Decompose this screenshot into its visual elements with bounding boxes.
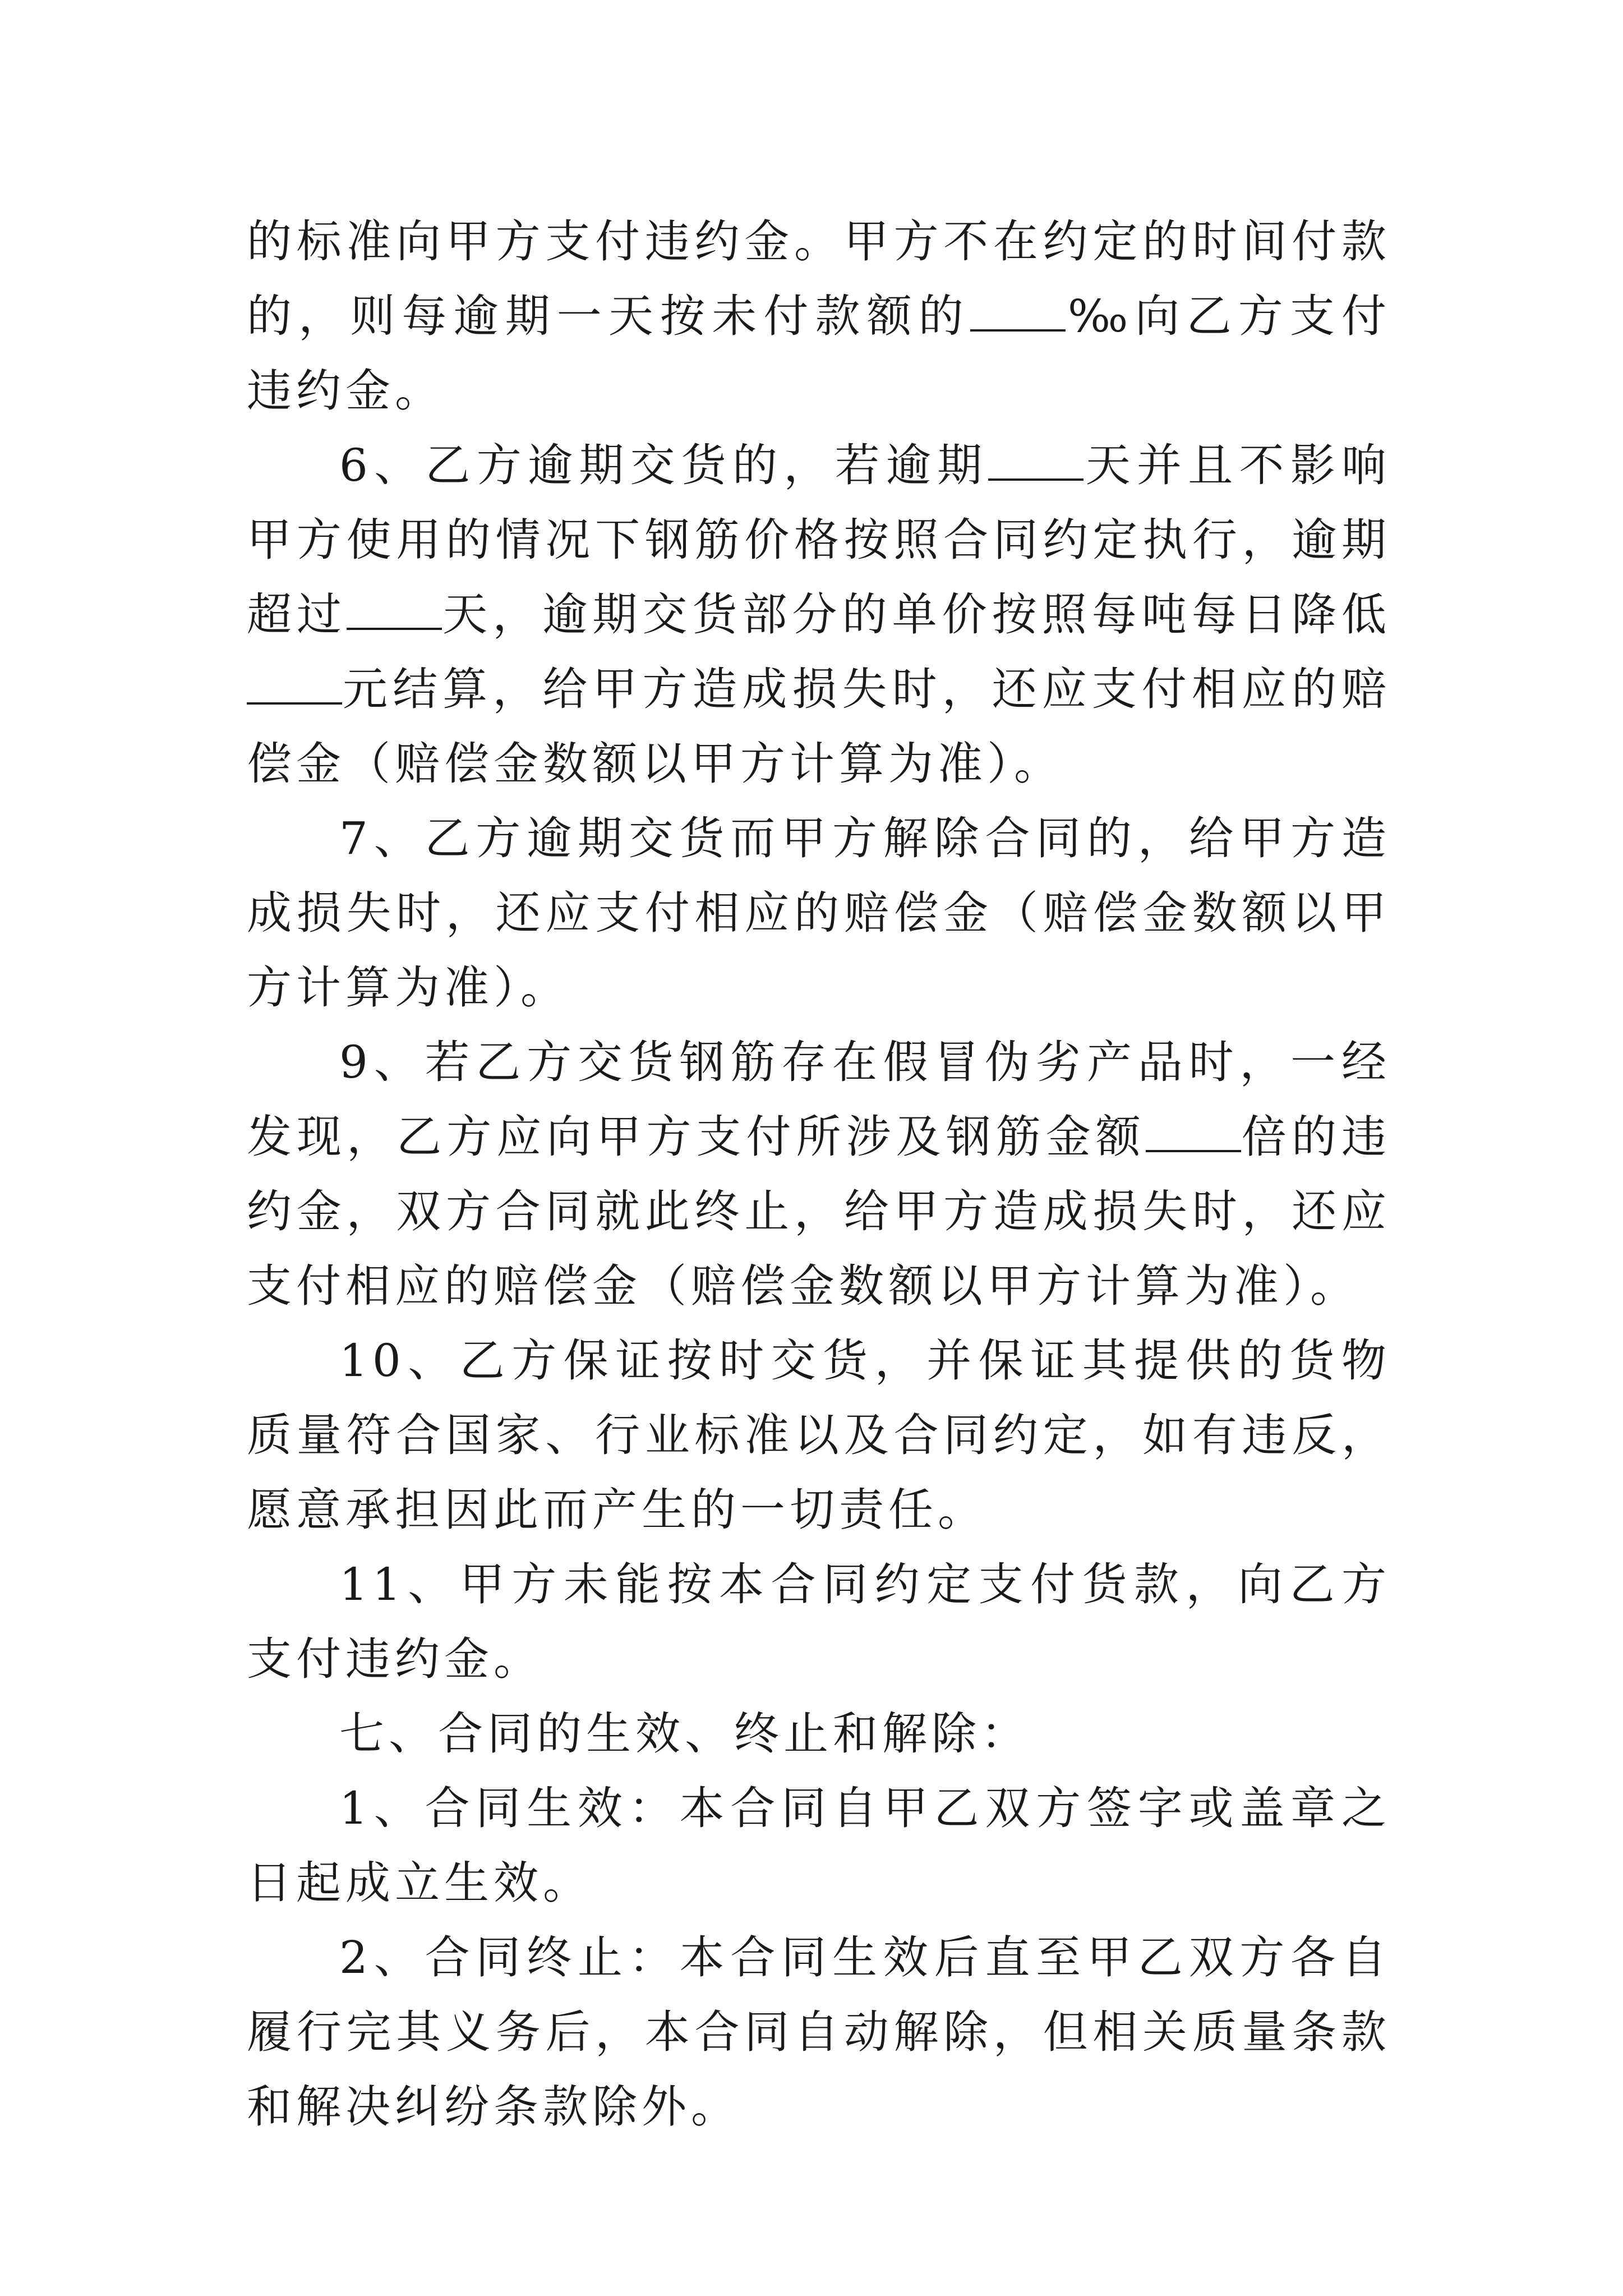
paragraph-text: 天，逾期交货部分的单价按照每吨每日降低	[442, 588, 1391, 641]
paragraph-text: 七、合同的生效、终止和解除：	[339, 1708, 1030, 1760]
paragraph-text: 倍的违约金，双方合同就此终止，给甲方造成损失时，还应支付相应的赔偿金（赔偿金数额以甲方计算为准）。	[247, 1111, 1391, 1312]
paragraph-effectiveness	[247, 1771, 1391, 1920]
paragraph-clause-6	[247, 428, 1391, 801]
fill-in-blank	[970, 290, 1066, 332]
paragraph-clause-11	[247, 1547, 1391, 1696]
paragraph-text: 天并且不影响甲方使用的情况下钢筋价格按照合同约定执行，逾期超过	[247, 439, 1391, 641]
paragraph-penalty-payment	[247, 204, 1391, 428]
paragraph-text: 6、乙方逾期交货的，若逾期	[339, 439, 989, 491]
paragraph-text: 11、甲方未能按本合同约定支付货款，向乙方支付违约金。	[247, 1558, 1391, 1685]
paragraph-clause-10	[247, 1323, 1391, 1547]
paragraph-text: 1、合同生效：本合同自甲乙双方签字或盖章之日起成立生效。	[247, 1782, 1391, 1909]
paragraph-text: 10、乙方保证按时交货，并保证其提供的货物质量符合国家、行业标准以及合同约定，如有违反，愿意承担因此而产生的一切责任。	[247, 1335, 1391, 1536]
fill-in-blank	[1146, 1111, 1241, 1152]
fill-in-blank	[247, 663, 342, 705]
paragraph-clause-7	[247, 801, 1391, 1025]
paragraph-text: 7、乙方逾期交货而甲方解除合同的，给甲方造成损失时，还应支付相应的赔偿金（赔偿金数额以甲方计算为准）。	[247, 812, 1391, 1014]
section-heading-7	[247, 1696, 1391, 1771]
paragraph-clause-9	[247, 1025, 1391, 1323]
paragraph-text: 元结算，给甲方造成损失时，还应支付相应的赔偿金（赔偿金数额以甲方计算为准）。	[247, 663, 1391, 790]
paragraph-text: ‰向乙方支付违约金。	[247, 290, 1391, 417]
fill-in-blank	[988, 439, 1083, 481]
paragraph-text: 2、合同终止：本合同生效后直至甲乙双方各自履行完其义务后，本合同自动解除，但相关质量条款和解决纠纷条款除外。	[247, 1931, 1391, 2133]
paragraph-text: 的标准向甲方支付违约金。甲方不在约定的时间付款的，则每逾期一天按未付款额的	[247, 215, 1391, 342]
document-body	[247, 204, 1391, 2144]
fill-in-blank	[347, 588, 442, 630]
paragraph-termination	[247, 1920, 1391, 2144]
paragraph-text: 9、若乙方交货钢筋存在假冒伪劣产品时，一经发现，乙方应向甲方支付所涉及钢筋金额	[247, 1036, 1391, 1163]
